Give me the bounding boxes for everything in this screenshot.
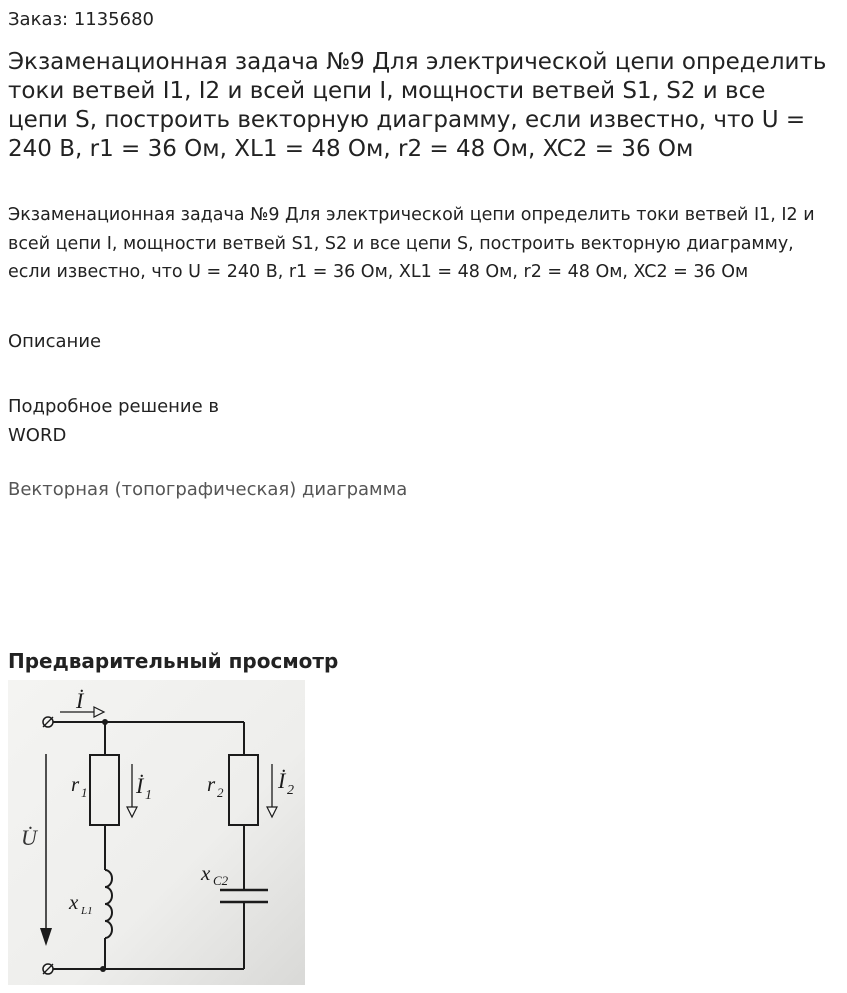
label-xl1: x	[69, 890, 79, 914]
label-r1: r	[71, 772, 80, 796]
label-i2-sub: 2	[287, 783, 294, 798]
task-description: Экзаменационная задача №9 Для электрической цепи определить токи ветвей I1, I2 и всей цепи I, мощности ветвей S1, S2 и все цепи S, построить векторную диаграмму, если известно, что U = 240 В, r1 = 36 Ом, XL1 = 48 Ом, r2 = 48 Ом, XC2 = 36 Ом	[8, 205, 815, 282]
label-r1-sub: 1	[81, 785, 88, 800]
label-r2: r	[207, 772, 216, 796]
label-xl1-sub: L1	[81, 905, 93, 917]
junction-bottom	[100, 966, 106, 972]
preview-heading: Предварительный просмотр	[8, 649, 339, 673]
paper-background	[8, 680, 305, 985]
page-title: Экзаменационная задача №9 Для электрической цепи определить токи ветвей I1, I2 и всей цепи I, мощности ветвей S1, S2 и все цепи S, построить векторную диаграмму, если известно, что U = 240 В, r1 = 36 Ом, XL1 = 48 Ом, r2 = 48 Ом, XC2 = 36 Ом	[8, 49, 827, 162]
circuit-diagram	[8, 680, 305, 985]
terminal-top	[43, 717, 53, 727]
label-r2-sub: 2	[217, 785, 224, 800]
description-heading: Описание	[8, 331, 102, 352]
label-voltage: U̇	[21, 825, 37, 850]
label-xc2-sub: C2	[213, 873, 229, 888]
label-i1: İ	[136, 773, 144, 798]
order-number: Заказ: 1135680	[8, 9, 154, 30]
label-i2: İ	[278, 768, 286, 793]
label-i1-sub: 1	[145, 788, 152, 803]
description-text: Подробное решение в WORD	[8, 396, 220, 446]
junction-top	[102, 719, 108, 725]
terminal-bottom	[43, 964, 53, 974]
circuit-preview-image	[8, 680, 305, 985]
label-xc2: x	[201, 861, 211, 885]
vector-diagram-link[interactable]: Векторная (топографическая) диаграмма	[8, 479, 408, 500]
label-total-current: İ	[76, 688, 84, 713]
